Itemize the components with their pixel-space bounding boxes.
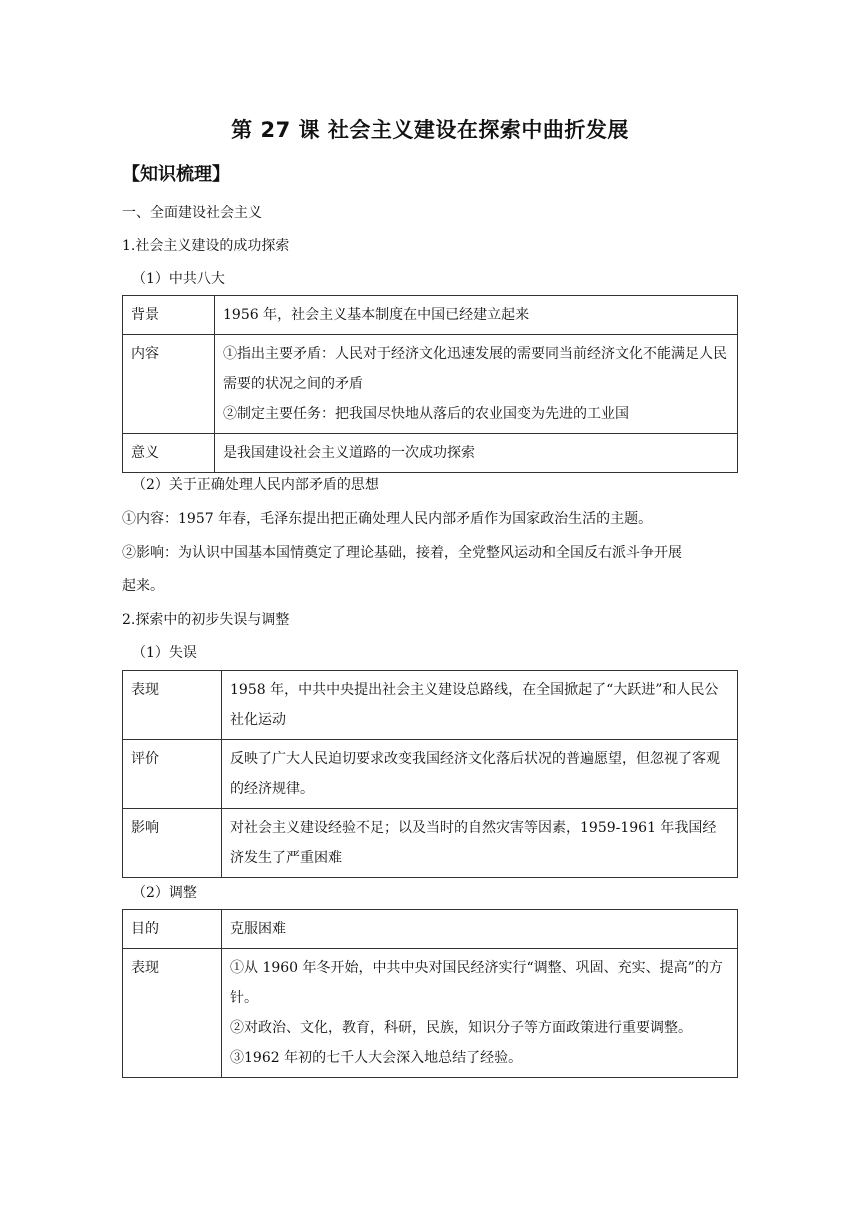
row-value: 1956 年，社会主义基本制度在中国已经建立起来: [215, 296, 738, 335]
row-label: 评价: [123, 740, 222, 809]
table-eighth-congress: [122, 295, 738, 473]
row-value: 克服困难: [222, 910, 738, 949]
row-label: 内容: [123, 335, 215, 434]
table-row: [123, 671, 738, 740]
row-value: 是我国建设社会主义道路的一次成功探索: [215, 434, 738, 473]
cell-paragraph: ②对政治、文化，教育，科研，民族，知识分子等方面政策进行重要调整。: [230, 1020, 692, 1036]
row-label: 意义: [123, 434, 215, 473]
section-heading: 【知识梳理】: [122, 164, 230, 185]
row-value: [215, 335, 738, 434]
table-row: [123, 335, 738, 434]
table-row: [123, 434, 738, 473]
table-row: [123, 296, 738, 335]
part-heading: 一、全面建设社会主义: [122, 205, 262, 221]
cell-paragraph: ①指出主要矛盾：人民对于经济文化迅速发展的需要同当前经济文化不能满足人民需要的状况之间的矛盾: [223, 346, 727, 392]
table-row: [123, 949, 738, 1078]
row-value: [222, 949, 738, 1078]
row-label: 影响: [123, 809, 222, 878]
row-value: 对社会主义建设经验不足；以及当时的自然灾害等因素，1959-1961 年我国经济发生了严重困难: [222, 809, 738, 878]
table-row: [123, 809, 738, 878]
row-value: 1958 年，中共中央提出社会主义建设总路线，在全国掀起了“大跃进”和人民公社化运动: [222, 671, 738, 740]
cell-paragraph: ②制定主要任务：把我国尽快地从落后的农业国变为先进的工业国: [223, 406, 629, 422]
table-row: [123, 910, 738, 949]
row-value: 反映了广大人民迫切要求改变我国经济文化落后状况的普遍愿望，但忽视了客观的经济规律。: [222, 740, 738, 809]
paragraph: 起来。: [122, 578, 164, 594]
paragraph: ②影响：为认识中国基本国情奠定了理论基础，接着，全党整风运动和全国反右派斗争开展: [122, 545, 682, 561]
row-label: 表现: [123, 671, 222, 740]
table-mistakes: [122, 670, 738, 878]
row-label: 表现: [123, 949, 222, 1078]
subsection-heading: 1.社会主义建设的成功探索: [122, 238, 290, 254]
item-heading: （2）调整: [132, 885, 197, 901]
cell-paragraph: ①从 1960 年冬开始，中共中央对国民经济实行“调整、巩固、充实、提高”的方针。: [230, 960, 723, 1006]
item-heading: （2）关于正确处理人民内部矛盾的思想: [132, 477, 379, 493]
table-row: [123, 740, 738, 809]
subsection-heading: 2.探索中的初步失误与调整: [122, 612, 290, 628]
cell-paragraph: ③1962 年初的七千人大会深入地总结了经验。: [230, 1050, 523, 1066]
lesson-title: 第 27 课 社会主义建设在探索中曲折发展: [231, 118, 629, 142]
item-heading: （1）中共八大: [132, 271, 225, 287]
table-adjustment: [122, 909, 738, 1078]
paragraph: ①内容：1957 年春，毛泽东提出把正确处理人民内部矛盾作为国家政治生活的主题。: [122, 511, 653, 527]
row-label: 背景: [123, 296, 215, 335]
row-label: 目的: [123, 910, 222, 949]
item-heading: （1）失误: [132, 645, 197, 661]
